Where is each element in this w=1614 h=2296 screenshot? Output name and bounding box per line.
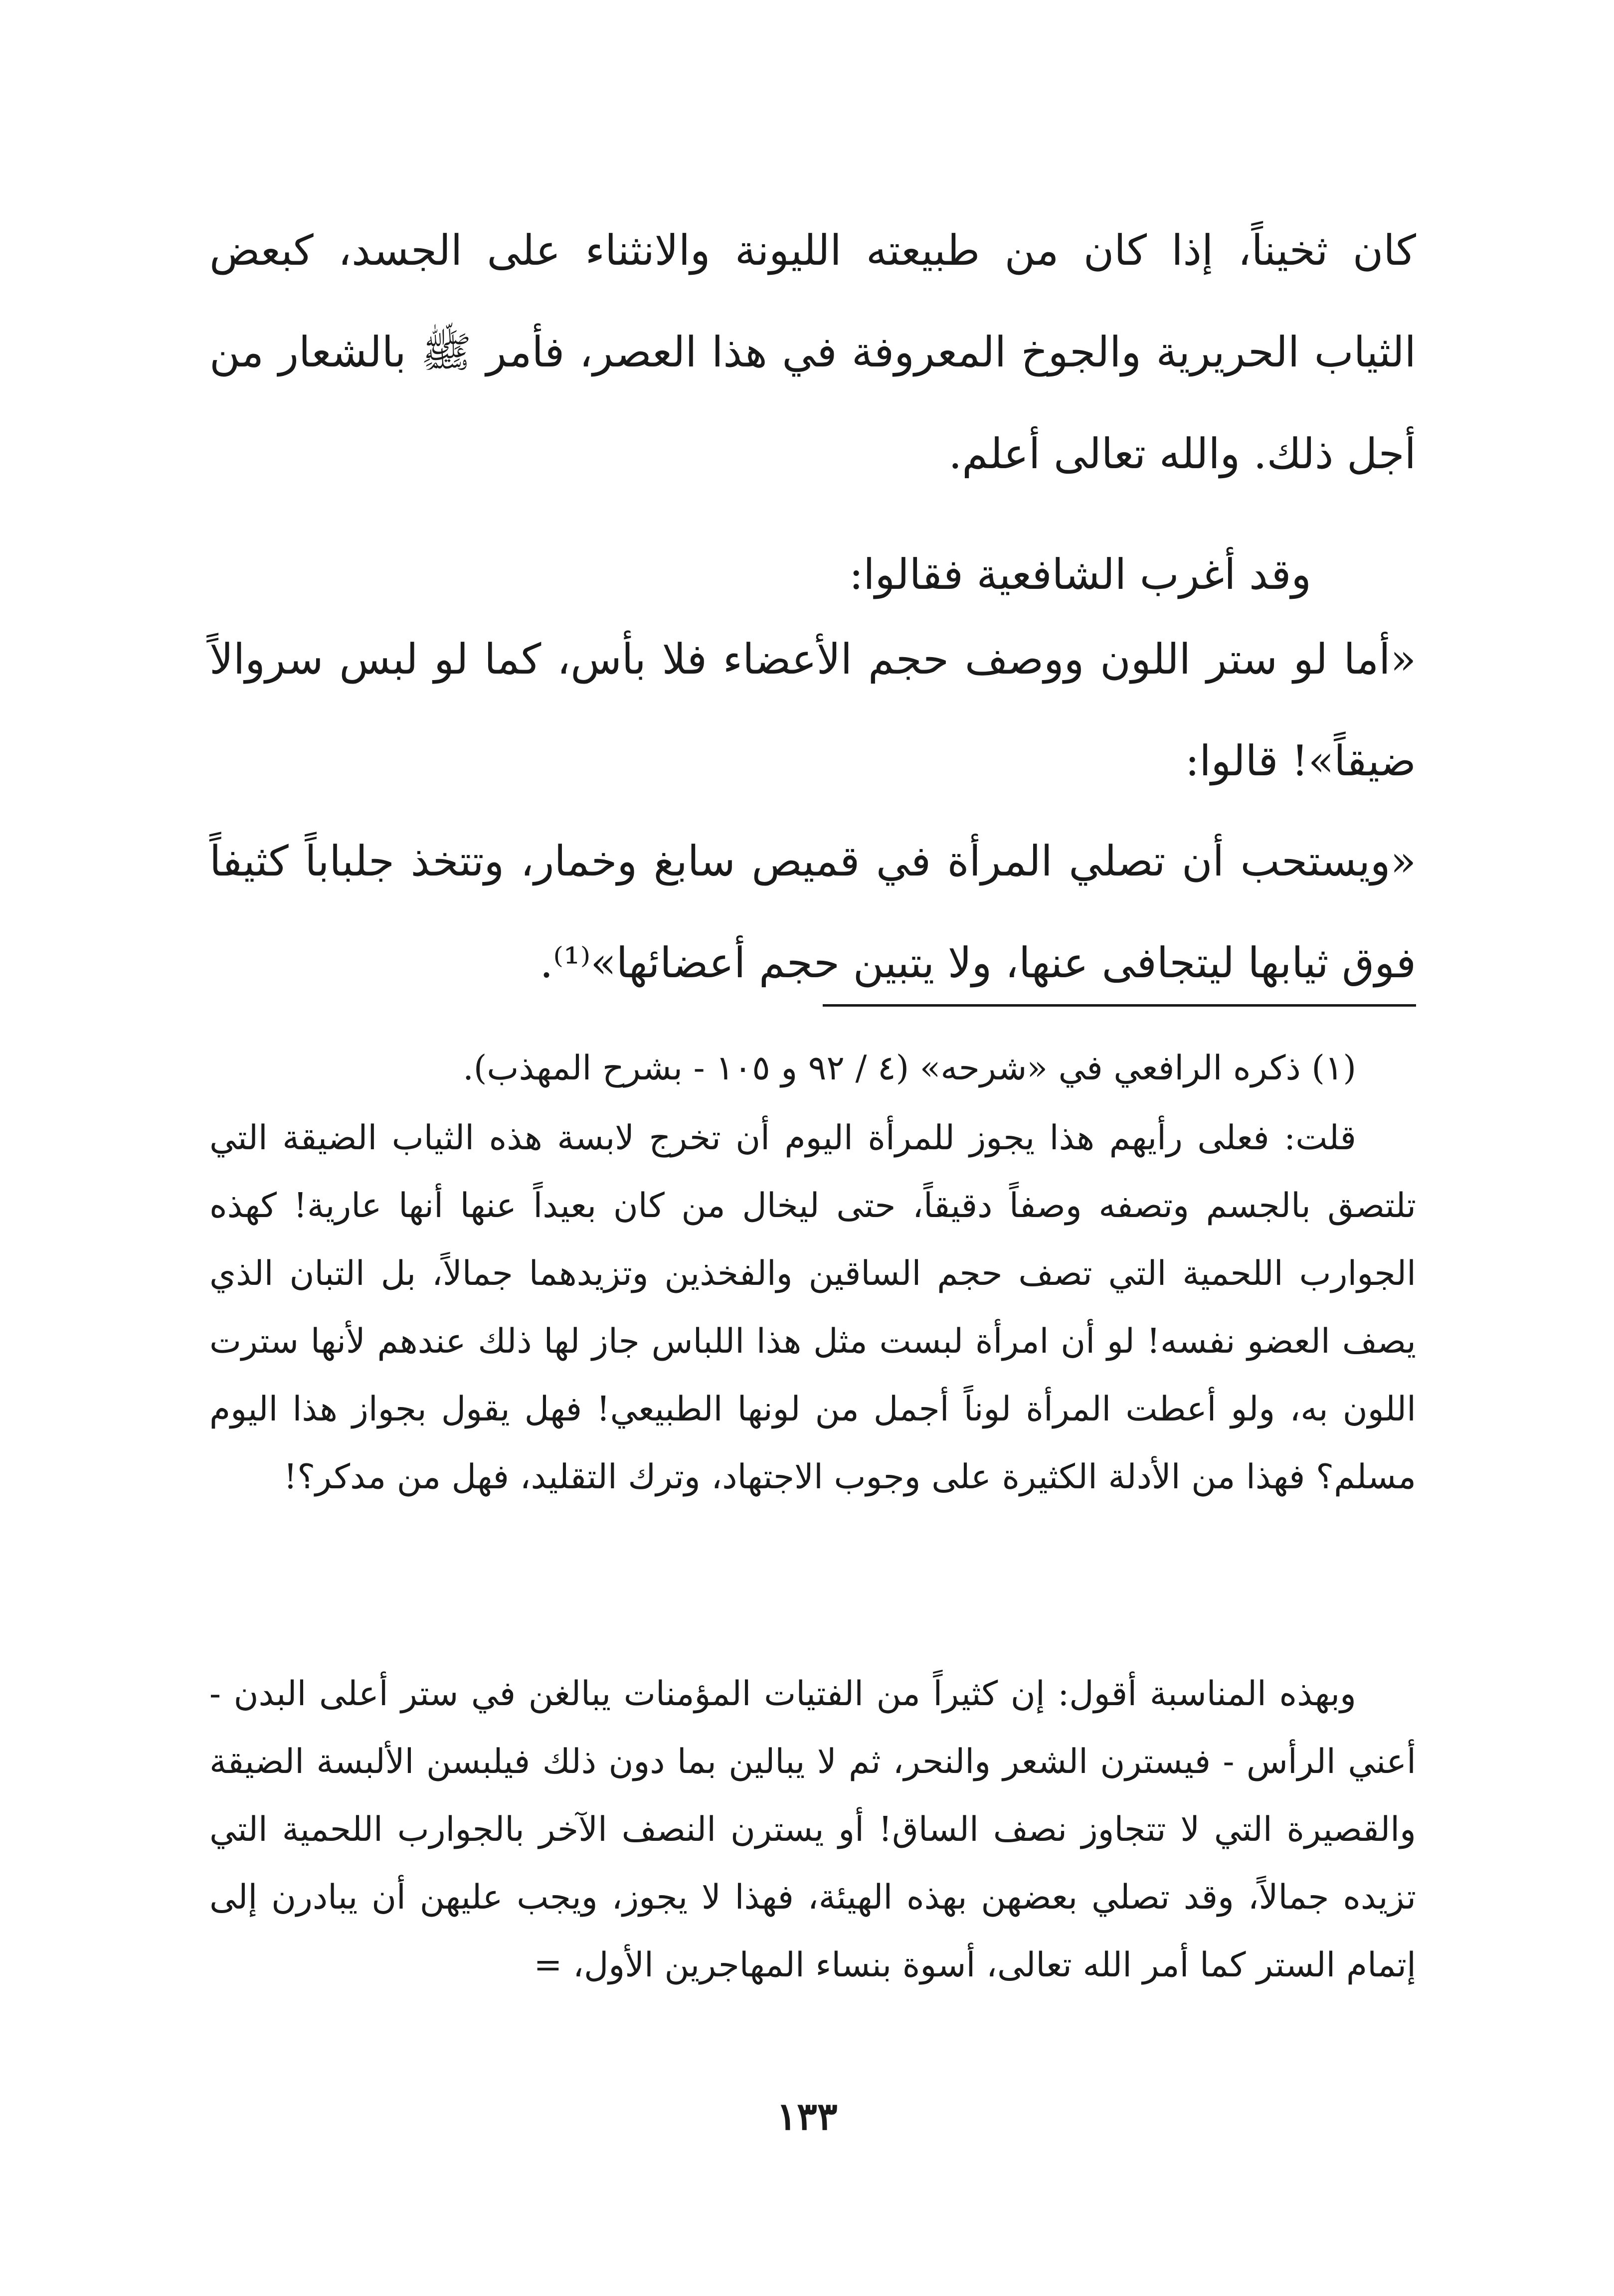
main-paragraph-1 — [209, 199, 1416, 505]
footnote-continuation — [209, 1660, 1416, 1999]
main-paragraph-3-quote — [209, 608, 1416, 812]
main-paragraph-2-text: وقد أغرب الشافعية فقالوا: — [849, 550, 1311, 599]
footnote-continuation-text: وبهذه المناسبة أقول: إن كثيراً من الفتيات المؤمنات يبالغن في ستر أعلى البدن - أعني الرأس - فيسترن الشعر والنحر، ثم لا يبالين بما دون ذلك فيلبسن الألبسة الضيقة والقصيرة التي لا تتجاوز نصف الساق! أو يسترن النصف الآخر بالجوارب اللحمية التي تزيده جمالاً، وقد تصلي بعضهن بهذه الهيئة، فهذا لا يجوز، ويجب عليهن أن يبادرن إلى إتمام الستر كما أمر الله تعالى، أسوة بنساء المهاجرين الأول، = — [209, 1674, 1416, 1985]
footnote-separator — [823, 1004, 1416, 1007]
main-paragraph-3-text: «أما لو ستر اللون ووصف حجم الأعضاء فلا بأس، كما لو لبس سروالاً ضيقاً»! قالوا: — [209, 635, 1416, 785]
footnote-1-text: (١) ذكره الرافعي في «شرحه» (٤ / ٩٢ و ١٠٥ - بشرح المهذب). — [463, 1049, 1356, 1088]
page-number: ١٣٣ — [776, 2094, 838, 2138]
main-paragraph-4-quote — [209, 810, 1416, 1014]
main-paragraph-1-text: كان ثخيناً، إذا كان من طبيعته الليونة والانثناء على الجسد، كبعض الثياب الحريرية والجوخ المعروفة في هذا العصر، فأمر ﷺ بالشعار من أجل ذلك. والله تعالى أعلم. — [209, 226, 1416, 478]
footnote-commentary-text: قلت: فعلى رأيهم هذا يجوز للمرأة اليوم أن تخرج لابسة هذه الثياب الضيقة التي تلتصق بالجسم وتصفه وصفاً دقيقاً، حتى ليخال من كان بعيداً عنها أنها عارية! كهذه الجوارب اللحمية التي تصف حجم الساقين والفخذين وتزيدهما جمالاً، بل التبان الذي يصف العضو نفسه! لو أن امرأة لبست مثل هذا اللباس جاز لها ذلك عندهم لأنها سترت اللون به، ولو أعطت المرأة لوناً أجمل من لونها الطبيعي! فهل يقول بجواز هذا اليوم مسلم؟ فهذا من الأدلة الكثيرة على وجوب الاجتهاد، وترك التقليد، فهل من مدكر؟! — [209, 1118, 1416, 1497]
footnote-commentary — [209, 1104, 1416, 1511]
main-paragraph-4-text: «ويستحب أن تصلي المرأة في قميص سابغ وخمار، وتتخذ جلباباً كثيفاً فوق ثيابها ليتجافى عنها، ولا يتبين حجم أعضائها»⁽¹⁾. — [209, 837, 1416, 987]
footnote-1 — [209, 1035, 1416, 1102]
